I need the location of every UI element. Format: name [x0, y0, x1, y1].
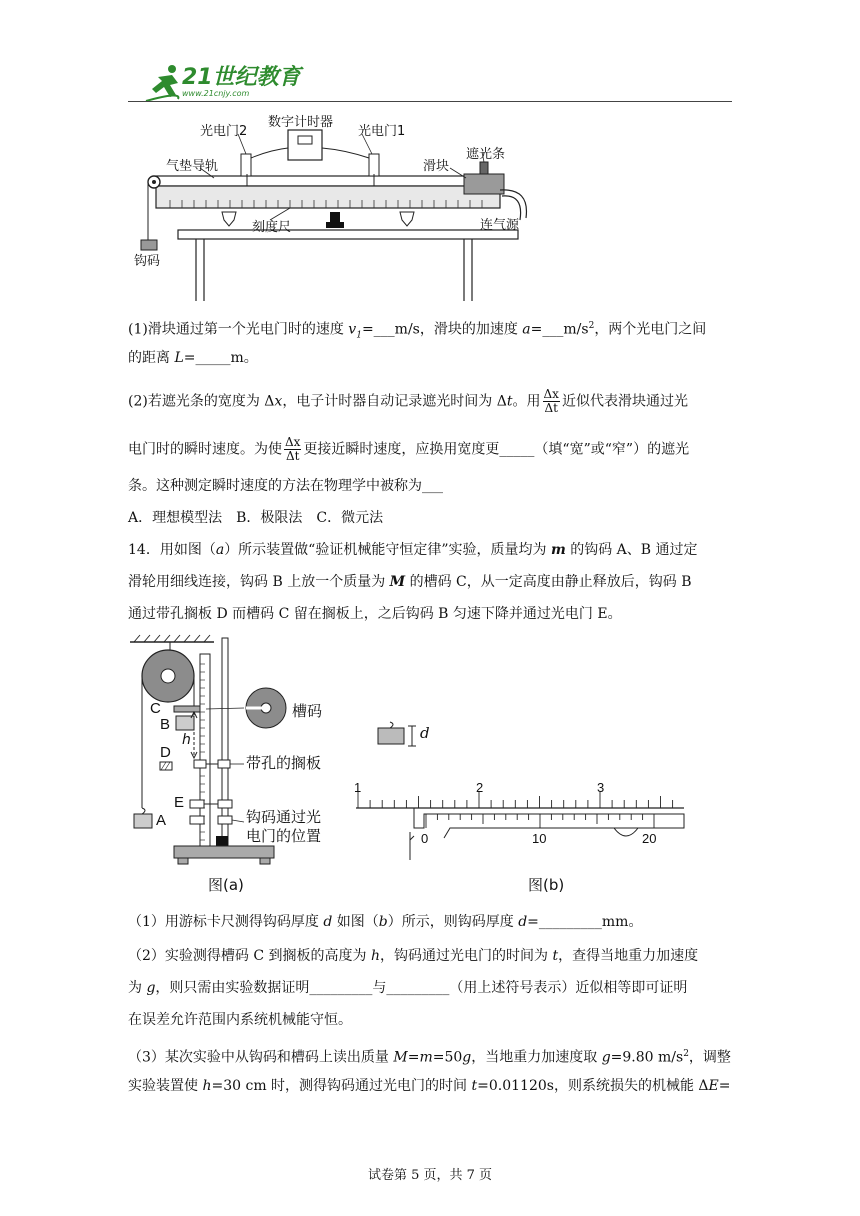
q14-sub2-line1: （2）实验测得槽码 C 到搁板的高度为 h，钩码通过光电门的时间为 t，查得当地重力加速度: [128, 948, 699, 964]
q14-sub2-line3: 在误差允许范围内系统机械能守恒。: [128, 1012, 352, 1028]
hook-weight-label: 钩码: [134, 254, 161, 269]
main-tick-3: 3: [597, 780, 605, 795]
gate-position-label-line2: 电门的位置: [246, 827, 322, 845]
q14-sub3-line2: 实验装置使 h=30 cm 时，测得钩码通过光电门的时间 t=0.01120s，则系统损失的机械能 ΔE=: [128, 1078, 731, 1094]
label-E: E: [174, 794, 185, 811]
q14-line2: 滑轮用细线连接，钩码 B 上放一个质量为 M 的槽码 C，从一定高度由静止释放后，钩码 B: [128, 574, 692, 590]
q13-options: A．理想模型法 B．极限法 C．微元法: [128, 510, 384, 526]
q13-part2-line1: (2)若遮光条的宽度为 Δx，电子计时器自动记录遮光时间为 Δt。用 $\frac{\Delta x}{\Delta t}$ 近似代表滑块通过光: [128, 387, 688, 415]
shade-label: 遮光条: [466, 147, 506, 162]
q14-line3: 通过带孔搁板 D 而槽码 C 留在搁板上，之后钩码 B 匀速下降并通过光电门 E。: [128, 606, 622, 622]
label-B: B: [160, 716, 171, 733]
air-track-diagram: [130, 108, 550, 303]
slot-weight-label: 槽码: [292, 702, 323, 720]
label-A: A: [156, 812, 167, 829]
main-tick-1: 1: [354, 780, 362, 795]
gate-position-label-line1: 钩码通过光: [246, 808, 322, 826]
figure-a-caption: 图(a): [208, 876, 244, 894]
shelf-label: 带孔的搁板: [246, 754, 322, 772]
gate1-label: 光电门1: [358, 124, 406, 139]
q14-sub2-line2: 为 g，则只需由实验数据证明_________与_________（用上述符号表示）近似相等即可证明: [128, 980, 688, 996]
label-C: C: [150, 700, 161, 717]
vernier-caliper-diagram: [350, 720, 690, 870]
logo-text: 21世纪教育: [182, 65, 301, 90]
q13-part1-line2: 的距离 L=_____m。: [128, 350, 258, 366]
timer-label: 数字计时器: [268, 115, 334, 130]
label-d: d: [420, 724, 430, 742]
main-tick-2: 2: [476, 780, 484, 795]
page-footer: 试卷第 5 页，共 7 页: [367, 1168, 493, 1183]
vernier-tick-0: 0: [421, 831, 429, 846]
header-rule: [128, 101, 732, 102]
ruler-label: 刻度尺: [252, 220, 292, 235]
vernier-tick-10: 10: [532, 831, 547, 846]
label-D: D: [160, 744, 171, 761]
logo-url: www.21cnjy.com: [182, 89, 250, 98]
q14-sub3-line1: （3）某次实验中从钩码和槽码上读出质量 M=m=50g，当地重力加速度取 g=9.80 $m/s^2$，调整: [128, 1049, 731, 1066]
vernier-tick-20: 20: [642, 831, 657, 846]
dx-over-dt-fraction: $\frac{\Delta x}{\Delta t}$: [543, 387, 559, 415]
q13-part2-line3: 条。这种测定瞬时速度的方法在物理学中被称为___: [128, 478, 443, 494]
q14-sub1: （1）用游标卡尺测得钩码厚度 d 如图（b）所示，则钩码厚度 d=_________mm。: [128, 914, 643, 930]
figure-b-caption: 图(b): [528, 876, 565, 894]
dx-over-dt-fraction: $\frac{\Delta x}{\Delta t}$: [285, 435, 301, 463]
gate2-label: 光电门2: [200, 124, 248, 139]
air-source-label: 连气源: [480, 218, 520, 233]
q13-part2-line2: 电门时的瞬时速度。为使 $\frac{\Delta x}{\Delta t}$ 更接近瞬时速度，应换用宽度更_____（填“宽”或“窄”）的遮光: [128, 435, 690, 463]
track-label: 气垫导轨: [166, 159, 219, 174]
q13-part1-line1: (1)滑块通过第一个光电门时的速度 $v_1=\_\_\_m/s$，滑块的加速度 $a=\_\_\_m/s^2$，两个光电门之间: [128, 321, 707, 341]
slider-label: 滑块: [423, 159, 450, 174]
q14-line1: 14．用如图（a）所示装置做“验证机械能守恒定律”实验，质量均为 m 的钩码 A、B 通过定: [128, 542, 698, 558]
label-h: h: [182, 732, 191, 748]
